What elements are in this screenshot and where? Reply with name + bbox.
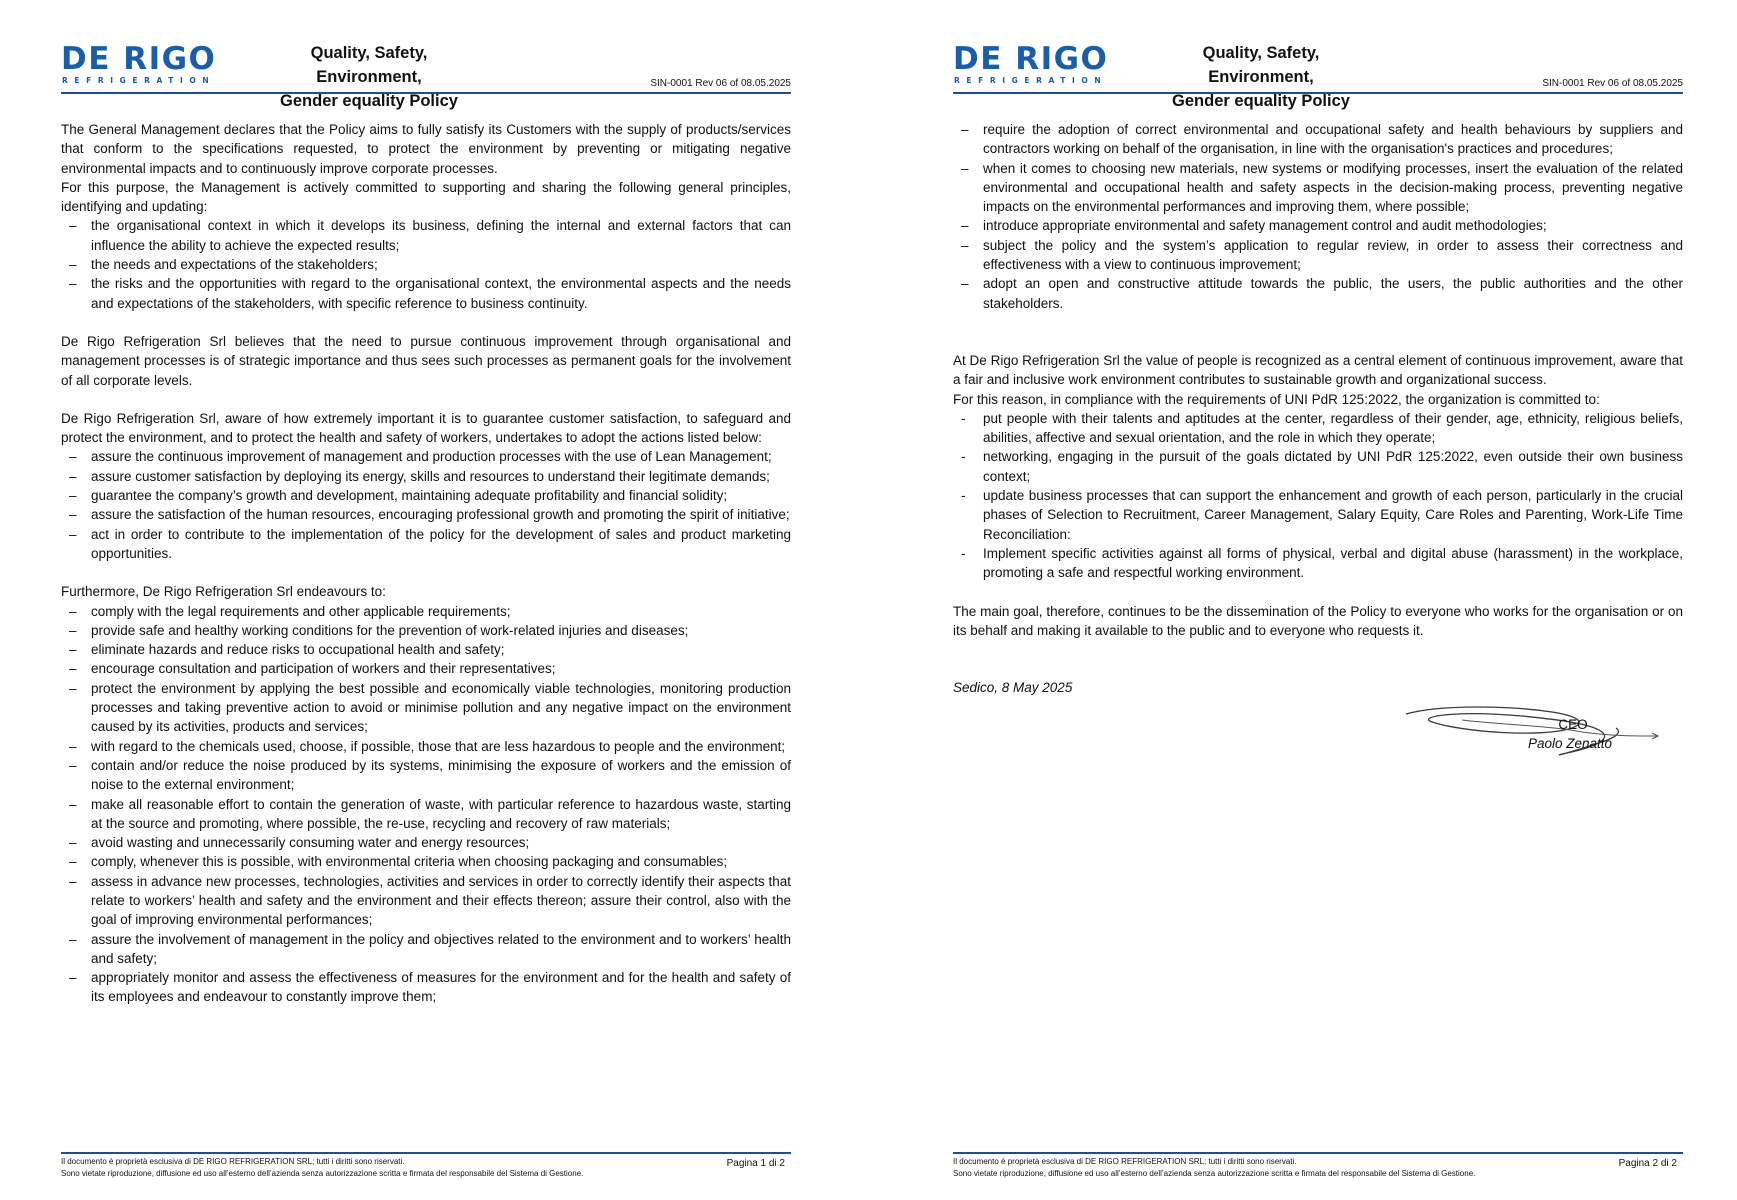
list-item: - update business processes that can support the enhancement and growth of each person, particularly in the crucial phases of Selection to Recruitment, Career Management, Salary Equity, Care Roles and Parenting, Work-Life Time Reconciliation: (961, 488, 1683, 542)
footer-restriction: Sono vietate riproduzione, diffusione ed uso all’esterno dell’azienda senza autorizzazione scritta e firmata del responsabile del Sistema di Gestione. (953, 1169, 1476, 1178)
list-item: – comply, whenever this is possible, with environmental criteria when choosing packaging and consumables; (61, 852, 791, 871)
company-logo (953, 42, 1118, 90)
dash-bullet-icon: – (69, 931, 77, 947)
commitments-list (953, 409, 1683, 583)
actions-intro: De Rigo Refrigeration Srl, aware of how extremely important it is to guarantee customer satisfaction, to safeguard and protect the environment, and to protect the health and safety of workers, undertakes to adopt the actions listed below: (61, 410, 791, 446)
dash-bullet-icon: – (69, 468, 77, 484)
dash-bullet-icon: – (69, 873, 77, 889)
page-number: Pagina 1 di 2 (726, 1158, 785, 1169)
document-title (261, 41, 477, 113)
hyphen-bullet-icon: - (961, 488, 966, 504)
list-item: – assess in advance new processes, technologies, activities and services in order to correctly identify their aspects that relate to workers’ health and safety and the environment and their effects thereon; assure their control, also with the goal of improving environmental performances; (69, 873, 791, 928)
document-title (1153, 41, 1369, 113)
dash-bullet-icon: – (69, 218, 77, 234)
list-item: – the needs and expectations of the stakeholders; (61, 255, 791, 274)
improvement-paragraph: De Rigo Refrigeration Srl believes that the need to pursue continuous improvement through organisational and management processes is of strategic importance and thus sees such processes as permanent goals for the involvement of all corporate levels. (61, 333, 791, 388)
list-item: – assure the satisfaction of the human resources, encouraging professional growth and promoting the spirit of initiative; (61, 505, 791, 524)
page-footer (953, 1152, 1683, 1184)
document-page-2 (892, 0, 1737, 1200)
main-goal-paragraph: The main goal, therefore, continues to be the dissemination of the Policy to everyone who works for the organisation or on its behalf and making it available to the public and to everyone who requests it. (953, 603, 1683, 638)
logo-subtitle: REFRIGERATION (954, 76, 1108, 85)
list-item: – the risks and the opportunities with regard to the organisational context, the environmental aspects and the needs and expectations of the stakeholders, with specific reference to business continuity. (69, 276, 791, 311)
list-item: – act in order to contribute to the implementation of the policy for the development of sales and product marketing opportunities. (69, 526, 791, 561)
dash-bullet-icon: – (69, 835, 77, 851)
list-item: – encourage consultation and participation of workers and their representatives; (61, 659, 791, 678)
people-paragraph: At De Rigo Refrigeration Srl the value of people is recognized as a central element of continuous improvement, aware that a fair and inclusive work environment contributes to sustainable growth and organizational success. (953, 352, 1683, 388)
page-1-body (61, 120, 791, 1007)
title-line-1: Quality, Safety, Environment, (1202, 44, 1320, 86)
list-item: – require the adoption of correct environmental and occupational safety and health behaviours by suppliers and contractors working on behalf of the organisation, in line with the organisation's practices and procedures; (961, 122, 1683, 157)
ceo-title: CEO (1558, 717, 1588, 732)
dash-bullet-icon: – (69, 276, 77, 292)
dash-bullet-icon: – (69, 970, 77, 986)
hyphen-bullet-icon: - (961, 410, 966, 426)
signing-date: Sedico, 8 May 2025 (953, 680, 1073, 696)
dash-bullet-icon: – (69, 488, 77, 504)
title-line-1: Quality, Safety, Environment, (310, 44, 428, 86)
list-item: – guarantee the company’s growth and development, maintaining adequate profitability and financial solidity; (61, 486, 791, 505)
dash-bullet-icon: – (69, 680, 77, 696)
list-item: – with regard to the chemicals used, choose, if possible, those that are less hazardous to people and the environment; (61, 737, 791, 756)
dash-bullet-icon: – (69, 526, 77, 542)
continued-endeavours-list (953, 120, 1683, 313)
page-header (953, 40, 1683, 110)
list-item: – when it comes to choosing new materials, new systems or modifying processes, insert the evaluation of the related environmental and occupational health and safety aspects in the decision-making process, preventing negative impacts on the environmental performances and improving them, where possible; (961, 160, 1683, 215)
dash-bullet-icon: – (69, 854, 77, 870)
logo-wordmark: DE RIGO (953, 41, 1109, 77)
list-item: – appropriately monitor and assess the effectiveness of measures for the environment and for the health and safety of its employees and endeavour to constantly improve them; (69, 970, 791, 1005)
people-paragraph-2: For this reason, in compliance with the requirements of UNI PdR 125:2022, the organization is committed to: (953, 391, 1600, 407)
dash-bullet-icon: – (69, 642, 77, 658)
list-item: – introduce appropriate environmental and safety management control and audit methodologies; (953, 216, 1683, 235)
list-item: – provide safe and healthy working conditions for the prevention of work-related injuries and diseases; (61, 621, 791, 640)
page-number: Pagina 2 di 2 (1618, 1158, 1677, 1169)
list-item: - put people with their talents and aptitudes at the center, regardless of their gender, age, ethnicity, religious beliefs, abilities, affective and sexual orientation, and the role in which they operate; (961, 410, 1683, 446)
title-line-2: Gender equality Policy (280, 92, 458, 110)
dash-bullet-icon: – (961, 218, 969, 234)
page-2-body (953, 120, 1683, 697)
actions-list (61, 447, 791, 563)
dash-bullet-icon: – (961, 122, 969, 137)
dash-bullet-icon: – (961, 160, 969, 176)
list-item: – eliminate hazards and reduce risks to occupational health and safety; (61, 640, 791, 659)
list-item: – protect the environment by applying the best possible and economically viable technologies, monitoring production processes and taking preventive action to avoid or minimise pollution and any negative impact on the environment caused by its activities, products and services; (69, 680, 791, 735)
list-item: – subject the policy and the system’s application to regular review, in order to assess their correctness and effectiveness with a view to continuous improvement; (961, 237, 1683, 273)
page-header (61, 40, 791, 110)
logo-wordmark: DE RIGO (61, 41, 217, 77)
dash-bullet-icon: – (69, 757, 77, 773)
ceo-signature-block (1495, 712, 1655, 772)
endeavours-list (61, 602, 791, 1007)
list-item: – contain and/or reduce the noise produced by its systems, minimising the exposure of workers and the emission of noise to the external environment; (69, 757, 791, 793)
dash-bullet-icon: – (69, 257, 77, 273)
page-footer (61, 1152, 791, 1184)
list-item: - Implement specific activities against all forms of physical, verbal and digital abuse (harassment) in the workplace, promoting a safe and respectful working environment. (961, 545, 1683, 581)
dash-bullet-icon: – (961, 276, 969, 292)
document-page-1 (0, 0, 868, 1200)
list-item: - networking, engaging in the pursuit of the goals dictated by UNI PdR 125:2022, even outside their own business context; (961, 449, 1683, 484)
list-item: – make all reasonable effort to contain the generation of waste, with particular reference to hazardous waste, starting at the source and promoting, where possible, the re-use, recycling and recovery of raw materials; (69, 796, 791, 831)
list-item: – the organisational context in which it develops its business, defining the internal and external factors that can influence the ability to achieve the expected results; (69, 218, 791, 253)
footer-restriction: Sono vietate riproduzione, diffusione ed uso all’esterno dell’azienda senza autorizzazione scritta e firmata del responsabile del Sistema di Gestione. (61, 1169, 584, 1178)
dash-bullet-icon: – (69, 449, 77, 465)
footer-copyright: Il documento è proprietà esclusiva di DE RIGO REFRIGERATION SRL; tutti i diritti sono riservati. (61, 1157, 405, 1166)
principles-list (61, 216, 791, 312)
dash-bullet-icon: – (69, 603, 77, 619)
list-item: – comply with the legal requirements and other applicable requirements; (61, 602, 791, 621)
title-line-2: Gender equality Policy (1172, 92, 1350, 110)
list-item: – assure the involvement of management in the policy and objectives related to the environment and to workers’ health and safety; (69, 931, 791, 966)
intro-paragraph: The General Management declares that the Policy aims to fully satisfy its Customers with the supply of products/services that conform to the specifications requested, to protect the environment by preventing or mitigating negative environmental impacts and to continuously improve corporate processes. (61, 122, 791, 176)
list-item: – avoid wasting and unnecessarily consuming water and energy resources; (61, 833, 791, 852)
hyphen-bullet-icon: - (961, 545, 966, 561)
footer-copyright: Il documento è proprietà esclusiva di DE RIGO REFRIGERATION SRL; tutti i diritti sono riservati. (953, 1157, 1297, 1166)
dash-bullet-icon: – (69, 796, 77, 812)
dash-bullet-icon: – (69, 507, 77, 523)
logo-subtitle: REFRIGERATION (62, 76, 216, 85)
dash-bullet-icon: – (69, 661, 77, 677)
list-item: – adopt an open and constructive attitude towards the public, the users, the public authorities and the other stakeholders. (961, 276, 1683, 311)
list-item: – assure the continuous improvement of management and production processes with the use of Lean Management; (61, 447, 791, 466)
furthermore-heading: Furthermore, De Rigo Refrigeration Srl endeavours to: (61, 584, 386, 600)
dash-bullet-icon: – (961, 237, 969, 253)
company-logo (61, 42, 226, 90)
ceo-name: Paolo Zenatto (1527, 736, 1613, 751)
document-code: SIN-0001 Rev 06 of 08.05.2025 (1542, 78, 1683, 89)
hyphen-bullet-icon: - (961, 449, 966, 465)
dash-bullet-icon: – (69, 738, 77, 754)
intro-paragraph-2: For this purpose, the Management is actively committed to supporting and sharing the following general principles, identifying and updating: (61, 179, 791, 215)
dash-bullet-icon: – (69, 622, 77, 638)
list-item: – assure customer satisfaction by deploying its energy, skills and resources to understand their legitimate demands; (61, 467, 791, 486)
document-code: SIN-0001 Rev 06 of 08.05.2025 (650, 78, 791, 89)
